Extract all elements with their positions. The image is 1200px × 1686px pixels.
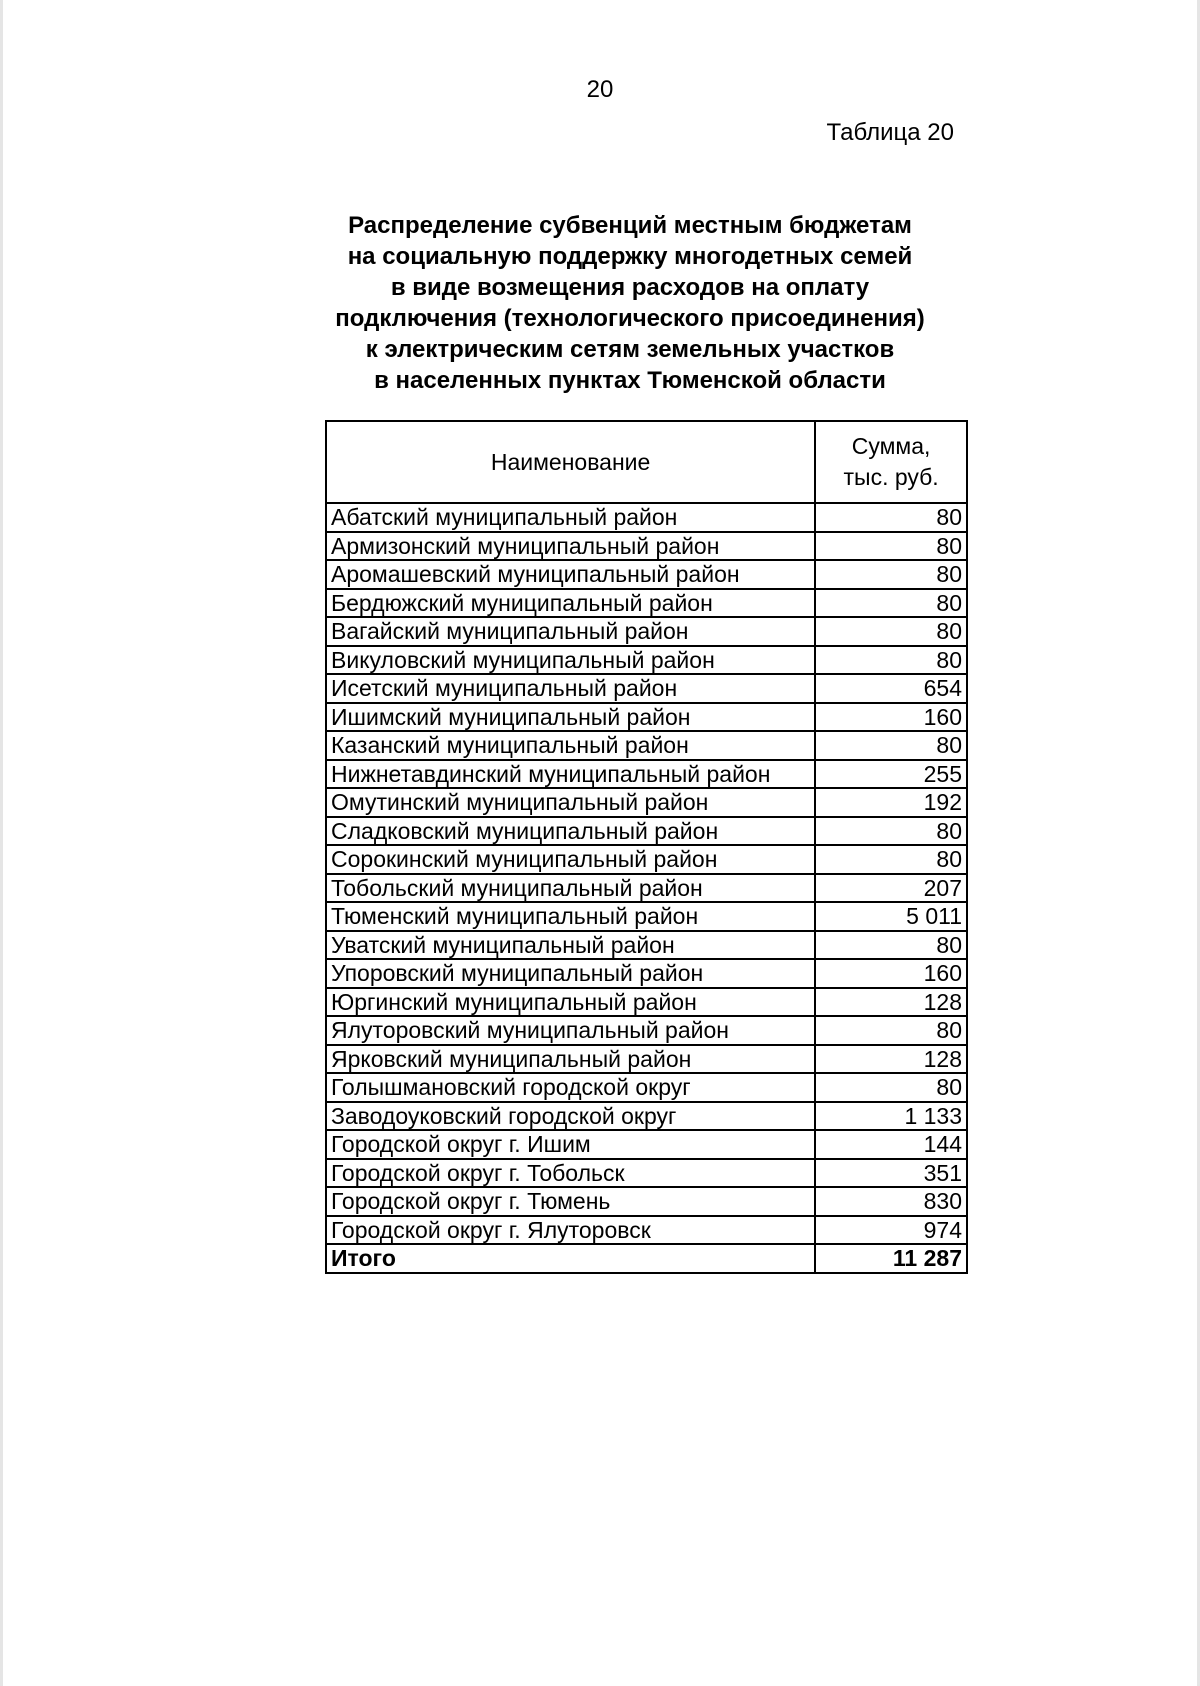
title-line: на социальную поддержку многодетных семей bbox=[347, 243, 913, 270]
row-amount: 974 bbox=[815, 1216, 967, 1245]
row-name: Казанский муниципальный район bbox=[326, 731, 815, 760]
table-row bbox=[326, 1216, 967, 1245]
table-row bbox=[326, 1159, 967, 1188]
row-amount: 5 011 bbox=[815, 902, 967, 931]
row-name: Омутинский муниципальный район bbox=[326, 788, 815, 817]
row-name: Исетский муниципальный район bbox=[326, 674, 815, 703]
row-amount: 80 bbox=[815, 1073, 967, 1102]
row-name: Сладковский муниципальный район bbox=[326, 817, 815, 846]
row-name: Тобольский муниципальный район bbox=[326, 874, 815, 903]
total-label: Итого bbox=[326, 1244, 815, 1273]
row-amount: 1 133 bbox=[815, 1102, 967, 1131]
table-row bbox=[326, 817, 967, 846]
row-name: Сорокинский муниципальный район bbox=[326, 845, 815, 874]
row-name: Голышмановский городской округ bbox=[326, 1073, 815, 1102]
table-row bbox=[326, 589, 967, 618]
row-name: Городской округ г. Тюмень bbox=[326, 1187, 815, 1216]
row-name: Городской округ г. Ялуторовск bbox=[326, 1216, 815, 1245]
row-amount: 80 bbox=[815, 931, 967, 960]
total-row bbox=[326, 1244, 967, 1273]
row-amount: 160 bbox=[815, 703, 967, 732]
row-amount: 160 bbox=[815, 959, 967, 988]
row-name: Аромашевский муниципальный район bbox=[326, 560, 815, 589]
row-amount: 128 bbox=[815, 1045, 967, 1074]
table-row bbox=[326, 503, 967, 532]
table-row bbox=[326, 988, 967, 1017]
table-row bbox=[326, 1016, 967, 1045]
row-name: Городской округ г. Ишим bbox=[326, 1130, 815, 1159]
table-row bbox=[326, 788, 967, 817]
row-name: Заводоуковский городской округ bbox=[326, 1102, 815, 1131]
row-amount: 207 bbox=[815, 874, 967, 903]
row-amount: 144 bbox=[815, 1130, 967, 1159]
table-body bbox=[326, 503, 967, 1244]
header-amount-line: Сумма, bbox=[851, 433, 931, 459]
row-amount: 80 bbox=[815, 560, 967, 589]
table-row bbox=[326, 1045, 967, 1074]
row-name: Ялуторовский муниципальный район bbox=[326, 1016, 815, 1045]
total-amount: 11 287 bbox=[815, 1244, 967, 1273]
row-name: Юргинский муниципальный район bbox=[326, 988, 815, 1017]
row-amount: 192 bbox=[815, 788, 967, 817]
row-name: Ярковский муниципальный район bbox=[326, 1045, 815, 1074]
table-row bbox=[326, 1130, 967, 1159]
table-row bbox=[326, 1102, 967, 1131]
table-row bbox=[326, 560, 967, 589]
subsidy-table bbox=[325, 420, 968, 1274]
table-row bbox=[326, 931, 967, 960]
row-name: Армизонский муниципальный район bbox=[326, 532, 815, 561]
row-amount: 128 bbox=[815, 988, 967, 1017]
title-line: подключения (технологического присоединения) bbox=[335, 305, 925, 332]
header-name: Наименование bbox=[326, 421, 815, 503]
table-row bbox=[326, 902, 967, 931]
title-line: в виде возмещения расходов на оплату bbox=[390, 274, 870, 301]
row-amount: 255 bbox=[815, 760, 967, 789]
row-name: Упоровский муниципальный район bbox=[326, 959, 815, 988]
table-row bbox=[326, 760, 967, 789]
table-row bbox=[326, 617, 967, 646]
row-name: Ишимский муниципальный район bbox=[326, 703, 815, 732]
table-header-row bbox=[326, 421, 967, 503]
row-name: Бердюжский муниципальный район bbox=[326, 589, 815, 618]
table-row bbox=[326, 703, 967, 732]
row-amount: 80 bbox=[815, 646, 967, 675]
row-amount: 80 bbox=[815, 532, 967, 561]
row-amount: 80 bbox=[815, 1016, 967, 1045]
scan-edge-left bbox=[0, 0, 3, 1686]
table-label: Таблица 20 bbox=[826, 119, 954, 146]
row-amount: 351 bbox=[815, 1159, 967, 1188]
row-amount: 80 bbox=[815, 731, 967, 760]
row-amount: 80 bbox=[815, 617, 967, 646]
title-line: к электрическим сетям земельных участков bbox=[365, 336, 895, 363]
table-row bbox=[326, 532, 967, 561]
table-row bbox=[326, 874, 967, 903]
row-name: Нижнетавдинский муниципальный район bbox=[326, 760, 815, 789]
row-name: Тюменский муниципальный район bbox=[326, 902, 815, 931]
title-line: Распределение субвенций местным бюджетам bbox=[348, 212, 912, 239]
row-name: Городской округ г. Тобольск bbox=[326, 1159, 815, 1188]
header-amount bbox=[815, 421, 967, 503]
row-amount: 80 bbox=[815, 589, 967, 618]
row-name: Уватский муниципальный район bbox=[326, 931, 815, 960]
row-name: Вагайский муниципальный район bbox=[326, 617, 815, 646]
page-number: 20 bbox=[586, 76, 614, 103]
document-title bbox=[300, 210, 960, 396]
title-line: в населенных пунктах Тюменской области bbox=[374, 367, 886, 394]
table-row bbox=[326, 1187, 967, 1216]
row-amount: 80 bbox=[815, 817, 967, 846]
row-amount: 830 bbox=[815, 1187, 967, 1216]
row-name: Викуловский муниципальный район bbox=[326, 646, 815, 675]
table-row bbox=[326, 674, 967, 703]
table-row bbox=[326, 731, 967, 760]
row-amount: 80 bbox=[815, 845, 967, 874]
table-row bbox=[326, 845, 967, 874]
table-row bbox=[326, 1073, 967, 1102]
row-amount: 654 bbox=[815, 674, 967, 703]
row-amount: 80 bbox=[815, 503, 967, 532]
table-row bbox=[326, 646, 967, 675]
header-amount-line: тыс. руб. bbox=[843, 464, 939, 490]
row-name: Абатский муниципальный район bbox=[326, 503, 815, 532]
table-row bbox=[326, 959, 967, 988]
